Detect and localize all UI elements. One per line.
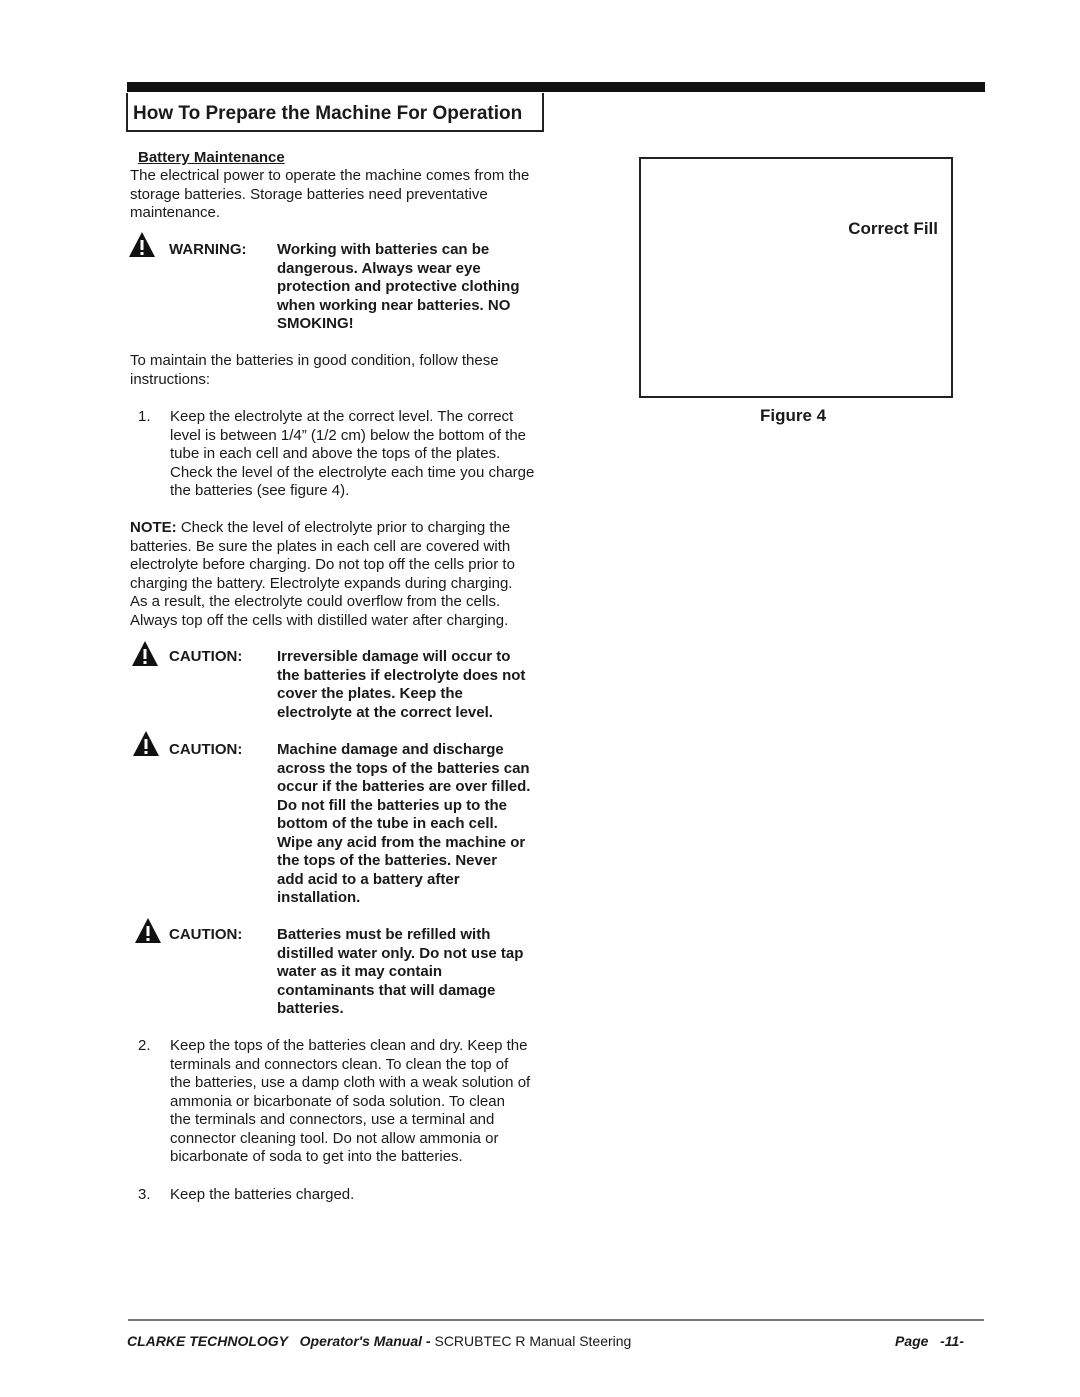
text-line: when working near batteries. NO [277, 296, 511, 314]
warning-triangle-icon [128, 231, 156, 258]
text-line: batteries. Be sure the plates in each cell are covered with [130, 537, 511, 555]
text-line: the batteries (see figure 4). [170, 482, 350, 499]
caution-1-label: CAUTION: [169, 648, 243, 665]
item-2-number: 2. [138, 1037, 151, 1054]
figure-4-box [639, 157, 953, 398]
footer-page-number [895, 1333, 964, 1349]
text-line: electrolyte at the correct level. [277, 703, 493, 721]
text-line: Keep the electrolyte at the correct level. The correct [170, 408, 514, 425]
text-line: Keep the batteries charged. [170, 1186, 355, 1203]
caution-2-text [277, 741, 530, 908]
item-1-number: 1. [138, 408, 151, 425]
text-line: occur if the batteries are over filled. [277, 778, 531, 795]
text-line: instructions: [130, 370, 211, 388]
text-line: distilled water only. Do not use tap [277, 944, 524, 962]
text-line: ammonia or bicarbonate of soda solution. To clean [170, 1092, 505, 1110]
text-line: level is between 1/4” (1/2 cm) below the bottom of the [170, 426, 527, 444]
footer-manual: Operator's Manual [299, 1333, 423, 1349]
caution-triangle-icon [131, 640, 159, 667]
text-line: terminals and connectors clean. To clean the top of [170, 1055, 509, 1073]
note-label: NOTE: [130, 519, 177, 536]
page-number: Page -11- [895, 1333, 964, 1349]
text-line: the batteries, use a damp cloth with a weak solution of [170, 1074, 531, 1091]
text-line: charging the battery. Electrolyte expands during charging. [130, 574, 513, 592]
text-line: Working with batteries can be [277, 241, 490, 258]
item-2-text [170, 1037, 530, 1167]
text-line: storage batteries. Storage batteries need preventative [130, 185, 488, 203]
text-line: installation. [277, 889, 361, 906]
section-heading: Battery Maintenance [138, 149, 285, 166]
text-line: Do not fill the batteries up to the [277, 796, 507, 814]
note-text-start: Check the level of electrolyte prior to charging the [176, 519, 511, 536]
item-1-text [170, 408, 534, 501]
caution-2-label: CAUTION: [169, 741, 243, 758]
text-line: the terminals and connectors, use a terminal and [170, 1111, 495, 1128]
text-line: Keep the tops of the batteries clean and dry. Keep the [170, 1037, 528, 1054]
caution-3-text [277, 926, 523, 1019]
text-line: SMOKING! [277, 315, 354, 332]
caution-3-label: CAUTION: [169, 926, 243, 943]
instructions-intro [130, 352, 499, 389]
text-line: protection and protective clothing [277, 278, 520, 295]
text-line: dangerous. Always wear eye [277, 259, 481, 277]
item-3-number: 3. [138, 1186, 151, 1203]
caution-triangle-icon [134, 917, 162, 944]
text-line: electrolyte before charging. Do not top off the cells prior to [130, 556, 515, 573]
text-line: As a result, the electrolyte could overflow from the cells. [130, 593, 501, 610]
intro-paragraph [130, 167, 529, 223]
text-line: tube in each cell and above the tops of the plates. [170, 445, 501, 462]
figure-label-correct-fill: Correct Fill [848, 219, 938, 238]
text-line: maintenance. [130, 204, 221, 221]
footer-separator: - [422, 1333, 435, 1349]
text-line: The electrical power to operate the machine comes from the [130, 167, 530, 184]
caution-triangle-icon [132, 730, 160, 757]
footer-product: SCRUBTEC R Manual Steering [434, 1333, 632, 1349]
item-3-text [170, 1186, 354, 1205]
text-line: water as it may contain [277, 963, 443, 980]
header-rule [127, 82, 985, 92]
text-line: To maintain the batteries in good condition, follow these [130, 352, 499, 369]
warning-text [277, 241, 520, 334]
footer-company: CLARKE TECHNOLOGY [127, 1333, 288, 1349]
footer-rule [128, 1319, 984, 1321]
warning-label: WARNING: [169, 241, 247, 258]
text-line: connector cleaning tool. Do not allow ammonia or [170, 1129, 499, 1147]
text-line: the tops of the batteries. Never [277, 852, 498, 869]
text-line: cover the plates. Keep the [277, 685, 463, 702]
text-line: Irreversible damage will occur to [277, 648, 511, 665]
text-line: Wipe any acid from the machine or [277, 833, 526, 851]
text-line: the batteries if electrolyte does not [277, 666, 526, 684]
footer-left [127, 1333, 631, 1349]
text-line: Always top off the cells with distilled water after charging. [130, 611, 509, 629]
caution-1-text [277, 648, 525, 722]
text-line: bottom of the tube in each cell. [277, 815, 498, 832]
text-line: Machine damage and discharge [277, 741, 504, 758]
note-text [130, 538, 515, 631]
figure-caption: Figure 4 [760, 406, 827, 425]
text-line: Batteries must be refilled with [277, 926, 491, 943]
text-line: bicarbonate of soda to get into the batteries. [170, 1148, 463, 1165]
note-first-line [130, 519, 510, 538]
text-line: Check the level of the electrolyte each time you charge [170, 463, 535, 481]
text-line: across the tops of the batteries can [277, 759, 530, 777]
page-title: How To Prepare the Machine For Operation [133, 103, 523, 124]
text-line: add acid to a battery after [277, 870, 460, 888]
text-line: contaminants that will damage [277, 981, 496, 999]
text-line: batteries. [277, 1000, 344, 1017]
